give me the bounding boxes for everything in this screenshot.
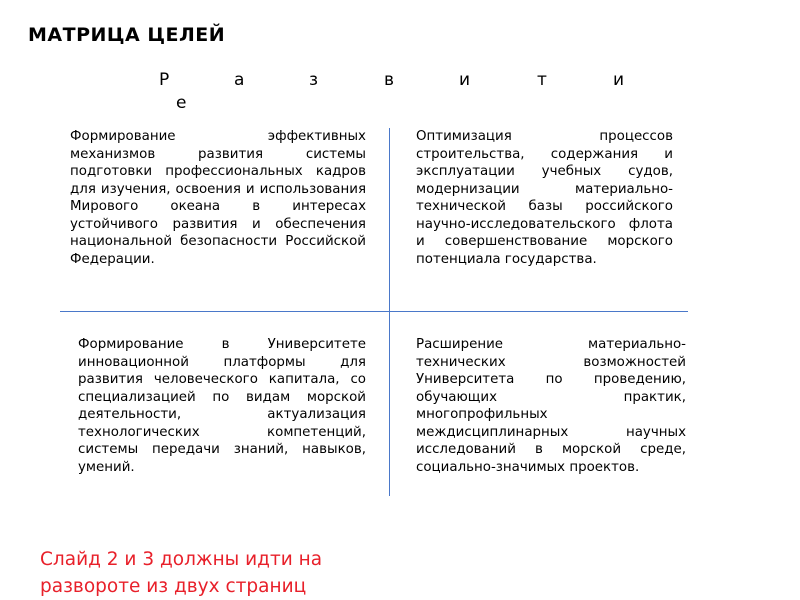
page-title: МАТРИЦА ЦЕЛЕЙ <box>28 24 226 46</box>
horizontal-divider <box>60 311 688 312</box>
vertical-divider <box>389 128 390 496</box>
header-letter: е <box>176 93 187 113</box>
cell-top-left: Формирование эффективных механизмов развития системы подготовки профессиональных кадров для изучения, освоения и использования Мирового океана в интересах устойчивого развития и обеспечения национальной безопасности Российской Федерации. <box>70 129 366 267</box>
footer-note: Слайд 2 и 3 должны идти на развороте из двух страниц <box>40 549 323 597</box>
header-letter: Р <box>159 70 170 90</box>
header-letter: т <box>537 70 547 90</box>
cell-top-right: Оптимизация процессов строительства, содержания и эксплуатации учебных судов, модернизации материально-технической базы российского научно-исследовательского флота и совершенствование морского потенциала государства. <box>416 129 673 267</box>
header-letter: и <box>613 70 625 90</box>
header-letter: з <box>309 70 319 90</box>
header-letter: в <box>384 70 395 90</box>
cell-bottom-left: Формирование в Университете инновационной платформы для развития человеческого капитала, со специализацией по видам морской деятельности, актуализация технологических компетенций, системы передачи знаний, навыков, умений. <box>78 337 366 475</box>
header-letter: и <box>459 70 471 90</box>
cell-bottom-right: Расширение материально-технических возможностей Университета по проведению, обучающих практик, многопрофильных междисциплинарных научных исследований в морской среде, социально-значимых проектов. <box>416 337 686 475</box>
header-letter: а <box>234 70 245 90</box>
